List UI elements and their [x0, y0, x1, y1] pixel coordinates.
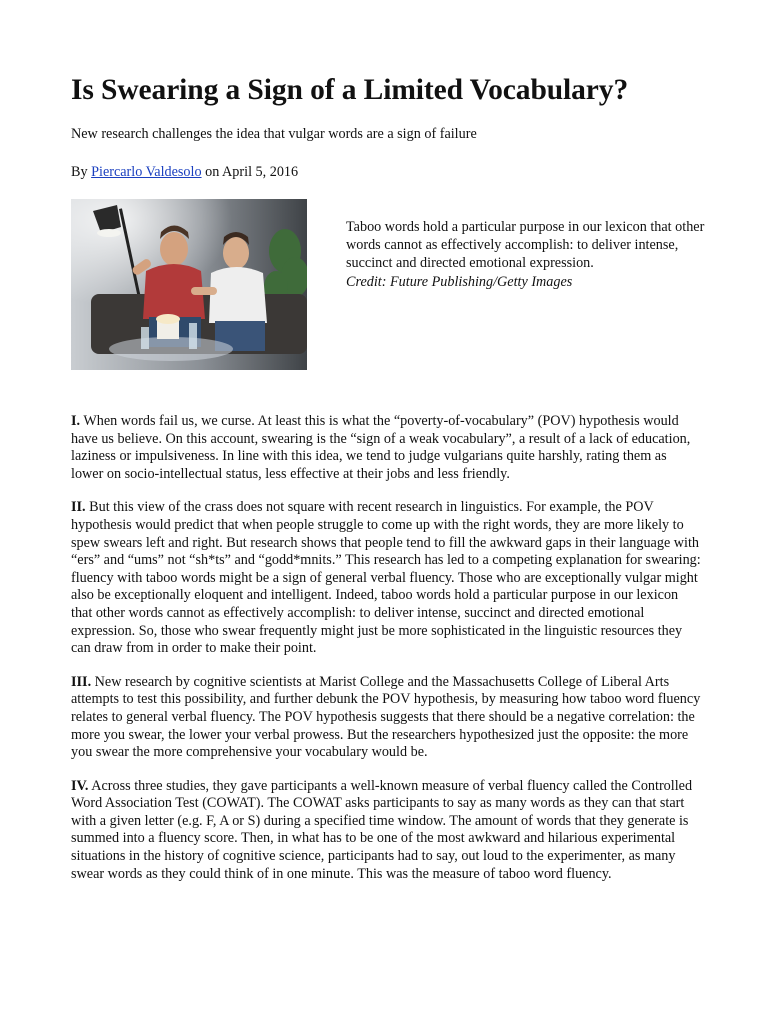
article-subtitle: New research challenges the idea that vulgar words are a sign of failure — [71, 126, 477, 142]
byline — [71, 164, 298, 181]
section-numeral: IV. — [71, 777, 89, 794]
paragraph-text: New research by cognitive scientists at Marist College and the Massachusetts College of Liberal Arts attempts to test this possibility, and further debunk the POV hypothesis, by measuring how taboo word fluency relates to general verbal fluency. The POV hypothesis suggests that there should be a negative correlation: the more you swear, the lower your verbal prowess. But the researchers hypothesized just the opposite: the more you swear the more comprehensive your vocabulary would be. — [71, 673, 701, 761]
section-numeral: II. — [71, 499, 86, 516]
paragraph-4 — [71, 778, 701, 884]
author-link[interactable]: Piercarlo Valdesolo — [91, 164, 202, 180]
caption-text: Taboo words hold a particular purpose in our lexicon that other words cannot as effectively accomplish: to deliver intense, succinct and directed emotional expression. — [346, 219, 705, 272]
paragraph-1 — [71, 413, 701, 483]
paragraph-2 — [71, 499, 701, 657]
byline-prefix: By — [71, 164, 92, 180]
paragraph-3 — [71, 674, 701, 762]
paragraph-text: Across three studies, they gave participants a well-known measure of verbal fluency called the Controlled Word Association Test (COWAT). The COWAT asks participants to say as many words as they can that start with a given letter (e.g. F, A or S) during a specified time window. The amount of words that they generate is summed into a fluency score. Then, in what has to be one of the most awkward and hilarious experimental situations in the history of cognitive science, participants had to say, out loud to the experimenter, as many swear words as they could think of in one minute. This was the measure of taboo word fluency. — [71, 777, 693, 882]
article-body — [71, 413, 701, 899]
section-numeral: I. — [71, 413, 81, 429]
paragraph-text: When words fail us, we curse. At least this is what the “poverty-of-vocabulary” (POV) hypothesis would have us believe. On this account, swearing is the “sign of a weak vocabulary”, a result of a lack of education, laziness or impulsiveness. In line with this idea, we tend to judge vulgarians quite harshly, rating them as lower on socio-intellectual status, less effective at their jobs and less friendly. — [71, 413, 691, 482]
byline-date: on April 5, 2016 — [201, 164, 299, 180]
article-photo — [71, 199, 307, 370]
figure-caption — [346, 218, 716, 291]
article-title: Is Swearing a Sign of a Limited Vocabulary? — [71, 74, 629, 106]
photo-credit: Credit: Future Publishing/Getty Images — [346, 273, 573, 290]
section-numeral: III. — [71, 673, 92, 690]
paragraph-text: But this view of the crass does not square with recent research in linguistics. For example, the POV hypothesis would predict that when people struggle to come up with the right words, they are more likely to spew swears left and right. But research shows that people tend to fill the awkward gaps in their language with “ers” and “ums” not “sh*ts” and “godd*mnits.” This research has led to a competing explanation for swearing: fluency with taboo words might be a sign of general verbal fluency. Those who are exceptionally vulgar might also be exceptionally eloquent and intelligent. Indeed, taboo words hold a particular purpose in our lexicon that other words cannot as effectively accomplish: to deliver intense, succinct and directed emotional expression. So, those who swear frequently might just be more sophisticated in the linguistic resources they can draw from in order to make their point. — [71, 499, 701, 657]
